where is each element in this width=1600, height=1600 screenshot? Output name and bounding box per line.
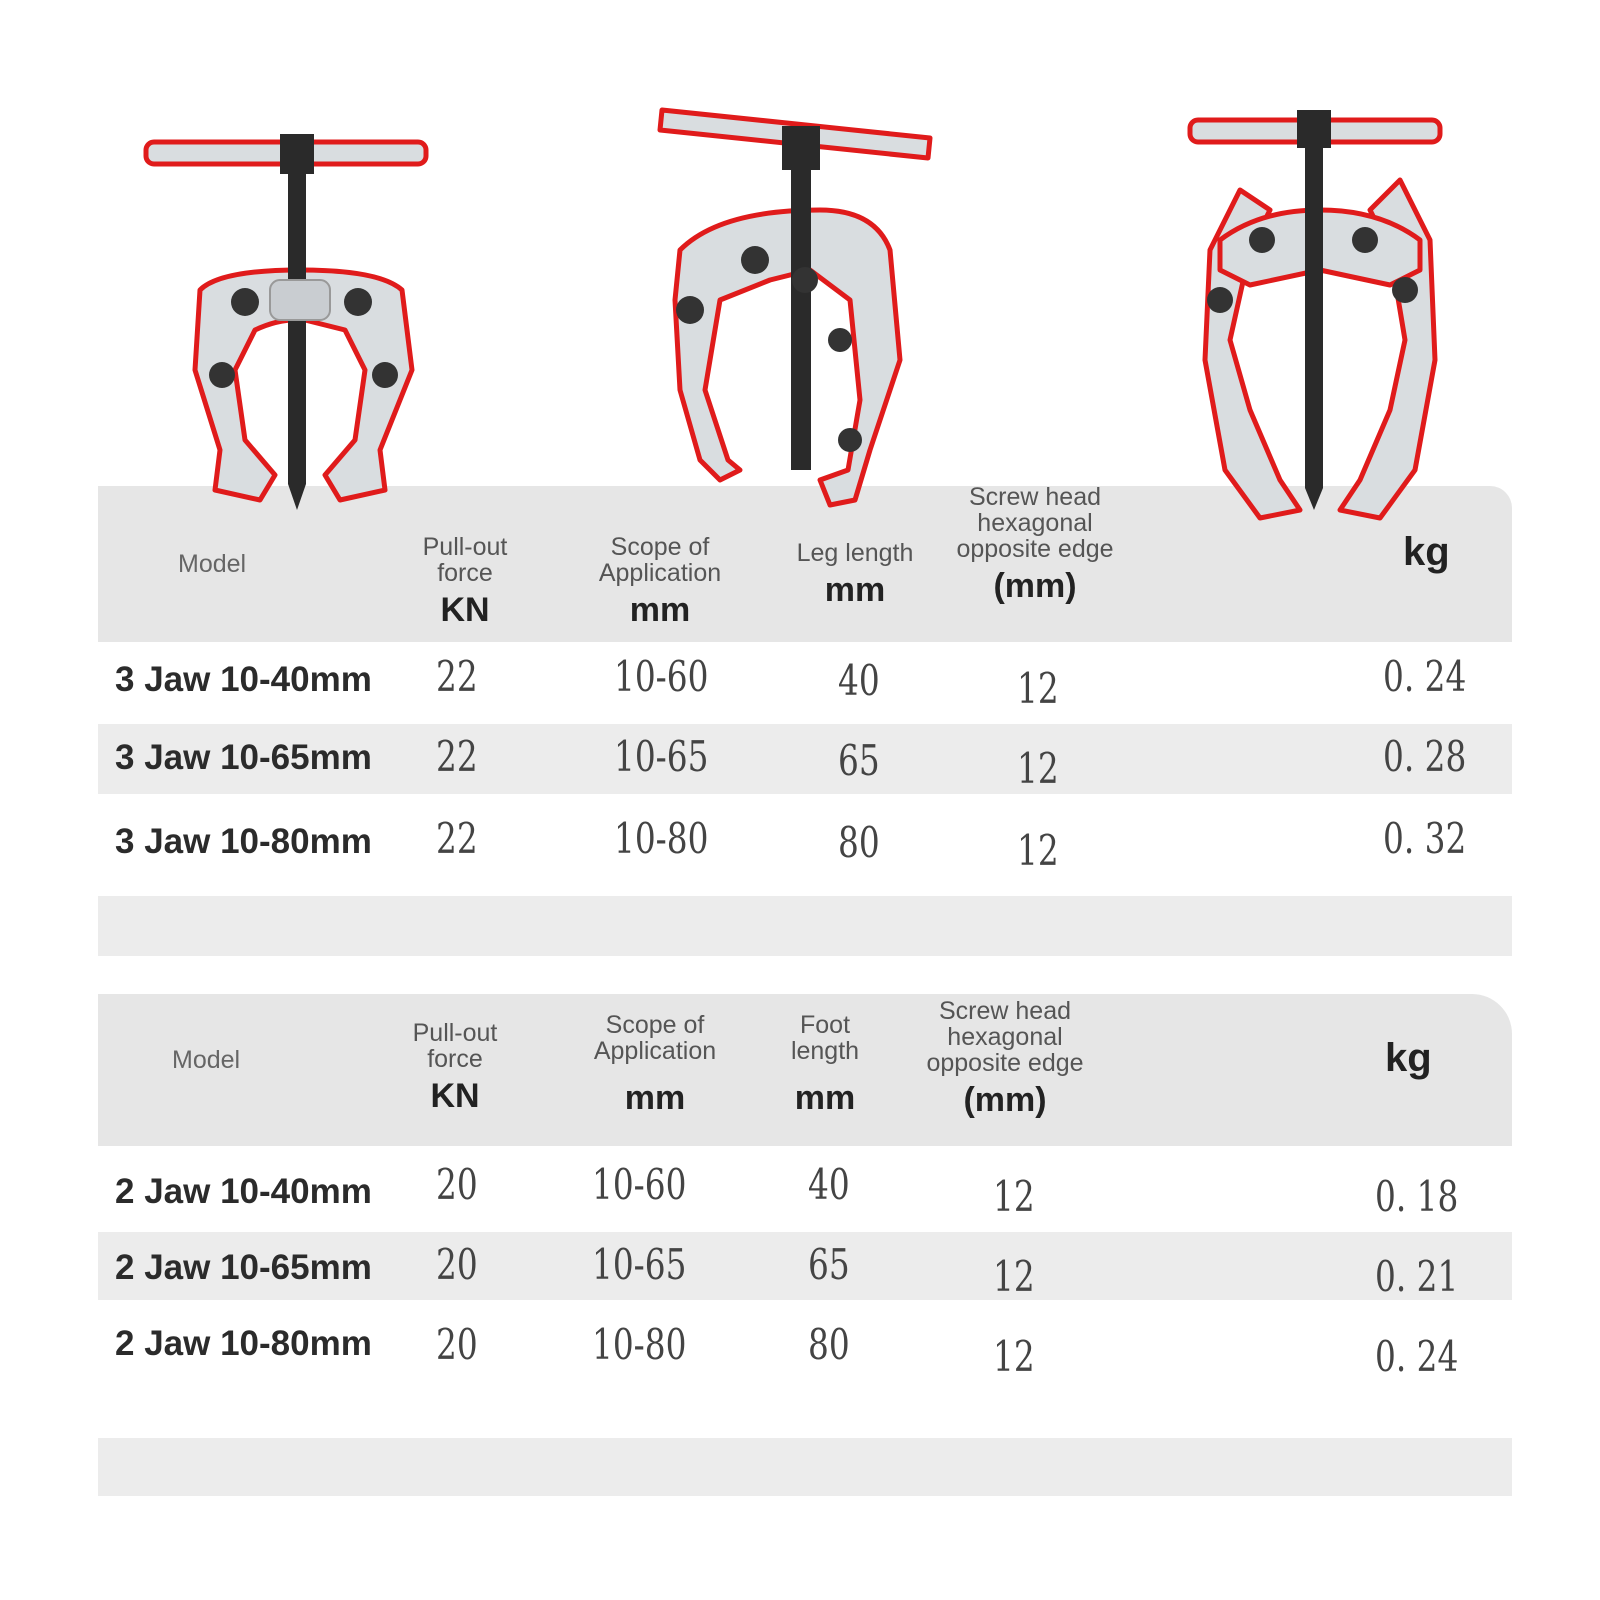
row-length: 65 — [808, 1240, 850, 1289]
header-screw-head — [925, 998, 1085, 1118]
header-model: Model — [178, 550, 247, 578]
row-screw: 12 — [993, 1332, 1035, 1381]
row-force: 22 — [436, 652, 478, 701]
header-pull-out-force-unit: KN — [440, 591, 490, 629]
header-model: Model — [172, 1046, 241, 1074]
header-scope-label: Scope of Application — [598, 533, 722, 587]
row-length: 80 — [838, 818, 880, 867]
header-screw-head-unit: (mm) — [963, 1081, 1047, 1119]
row-model: 2 Jaw 10-80mm — [115, 1324, 372, 1363]
row-model: 3 Jaw 10-80mm — [115, 822, 372, 861]
row-length: 65 — [838, 736, 880, 785]
row-scope: 10-80 — [614, 814, 709, 863]
row-model: 3 Jaw 10-65mm — [115, 738, 372, 777]
header-screw-head-unit: (mm) — [993, 567, 1077, 605]
header-foot-length-label: Foot length — [790, 1011, 860, 1065]
two-jaw-puller-icon — [140, 120, 440, 520]
row-weight: 0. 24 — [1375, 1332, 1459, 1381]
row-scope: 10-65 — [614, 732, 709, 781]
row-screw: 12 — [1017, 744, 1059, 793]
header-pull-out-force-label: Pull-out force — [422, 533, 508, 587]
header-screw-head-label: Screw head hexagonal opposite edge — [926, 997, 1084, 1077]
row-scope: 10-80 — [592, 1320, 687, 1369]
row-weight: 0. 24 — [1383, 652, 1467, 701]
header-leg-length — [780, 540, 930, 608]
row-model: 2 Jaw 10-40mm — [115, 1172, 372, 1211]
row-force: 22 — [436, 814, 478, 863]
row-weight: 0. 21 — [1375, 1252, 1459, 1301]
header-pull-out-force — [405, 534, 525, 628]
header-foot-length-unit: mm — [794, 1079, 856, 1117]
row-screw: 12 — [1017, 664, 1059, 713]
header-scope — [575, 1012, 735, 1116]
row-length: 80 — [808, 1320, 850, 1369]
row-force: 20 — [436, 1160, 478, 1209]
row-weight: 0. 18 — [1375, 1172, 1459, 1221]
header-pull-out-force-label: Pull-out force — [412, 1019, 498, 1073]
header-leg-length-label: Leg length — [796, 539, 914, 567]
row-length: 40 — [838, 656, 880, 705]
header-screw-head-label: Screw head hexagonal opposite edge — [956, 483, 1114, 563]
header-weight: kg — [1385, 1036, 1432, 1080]
row-force: 20 — [436, 1240, 478, 1289]
row-force: 20 — [436, 1320, 478, 1369]
header-foot-length — [770, 1012, 880, 1116]
row-scope: 10-60 — [592, 1160, 687, 1209]
row-screw: 12 — [993, 1172, 1035, 1221]
header-scope-unit: mm — [629, 591, 691, 629]
header-leg-length-unit: mm — [824, 571, 886, 609]
three-jaw-puller-icon — [660, 100, 960, 520]
header-pull-out-force — [395, 1020, 515, 1114]
row-model: 2 Jaw 10-65mm — [115, 1248, 372, 1287]
row-force: 22 — [436, 732, 478, 781]
row-model: 3 Jaw 10-40mm — [115, 660, 372, 699]
header-scope — [580, 534, 740, 628]
header-scope-unit: mm — [624, 1079, 686, 1117]
row-scope: 10-60 — [614, 652, 709, 701]
row-weight: 0. 32 — [1383, 814, 1467, 863]
table-footer-band — [98, 1438, 1512, 1496]
row-weight: 0. 28 — [1383, 732, 1467, 781]
row-screw: 12 — [993, 1252, 1035, 1301]
header-pull-out-force-unit: KN — [430, 1077, 480, 1115]
row-screw: 12 — [1017, 826, 1059, 875]
header-screw-head — [955, 484, 1115, 604]
header-scope-label: Scope of Application — [593, 1011, 717, 1065]
row-length: 40 — [808, 1160, 850, 1209]
header-weight: kg — [1403, 530, 1450, 574]
table-footer-band — [98, 896, 1512, 956]
row-scope: 10-65 — [592, 1240, 687, 1289]
long-jaw-puller-icon — [1190, 110, 1450, 530]
